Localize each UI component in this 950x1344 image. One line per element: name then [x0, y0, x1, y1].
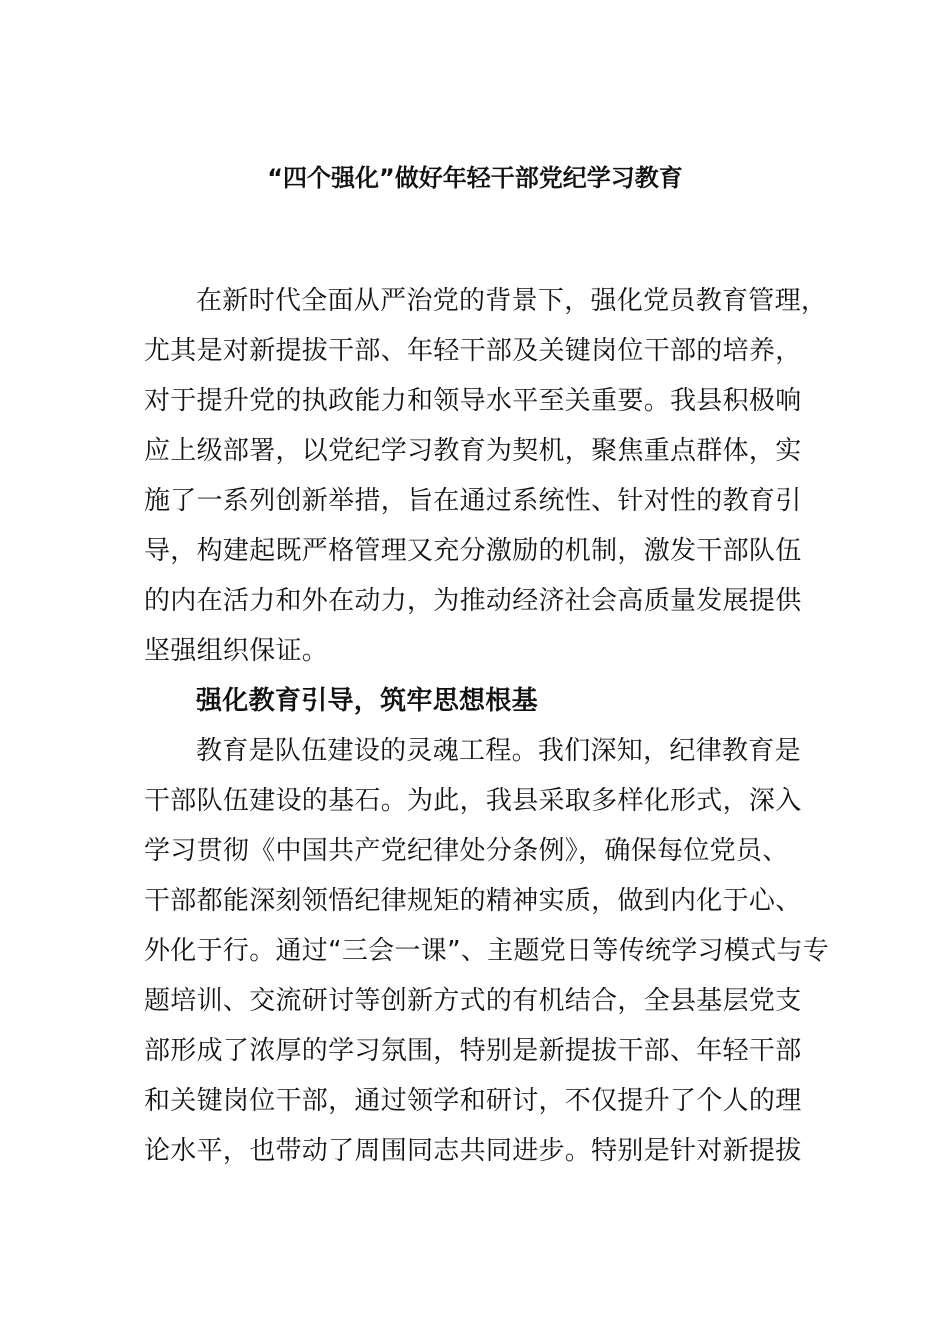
document-body — [144, 276, 830, 1176]
paragraph-line: 论水平，也带动了周围同志共同进步。特别是针对新提拔 — [144, 1136, 802, 1166]
paragraph-line: 在新时代全面从严治党的背景下，强化党员教育管理， — [196, 286, 828, 316]
paragraph-line: 干部都能深刻领悟纪律规矩的精神实质，做到内化于心、 — [144, 886, 802, 916]
paragraph-line: 导，构建起既严格管理又充分激励的机制，激发干部队伍 — [144, 536, 802, 566]
paragraph-line: 对于提升党的执政能力和领导水平至关重要。我县积极响 — [144, 386, 802, 416]
section-heading: 强化教育引导，筑牢思想根基 — [196, 686, 538, 716]
paragraph-line: 外化于行。通过“三会一课”、主题党日等传统学习模式与专 — [144, 936, 830, 966]
paragraph-line: 学习贯彻《中国共产党纪律处分条例》，确保每位党员、 — [144, 836, 789, 866]
paragraph-line: 题培训、交流研讨等创新方式的有机结合，全县基层党支 — [144, 986, 802, 1016]
paragraph-line: 应上级部署，以党纪学习教育为契机，聚焦重点群体，实 — [144, 436, 802, 466]
paragraph-line: 部形成了浓厚的学习氛围，特别是新提拔干部、年轻干部 — [144, 1036, 802, 1066]
paragraph-line: 干部队伍建设的基石。为此，我县采取多样化形式，深入 — [144, 786, 802, 816]
paragraph-line: 的内在活力和外在动力，为推动经济社会高质量发展提供 — [144, 586, 802, 616]
paragraph-line: 尤其是对新提拔干部、年轻干部及关键岗位干部的培养， — [144, 336, 802, 366]
paragraph-line: 和关键岗位干部，通过领学和研讨，不仅提升了个人的理 — [144, 1086, 802, 1116]
document-title: “四个强化”做好年轻干部党纪学习教育 — [267, 164, 683, 192]
paragraph-line: 教育是队伍建设的灵魂工程。我们深知，纪律教育是 — [196, 736, 801, 766]
paragraph-line: 施了一系列创新举措，旨在通过系统性、针对性的教育引 — [144, 486, 802, 516]
paragraph-line: 坚强组织保证。 — [144, 636, 329, 666]
